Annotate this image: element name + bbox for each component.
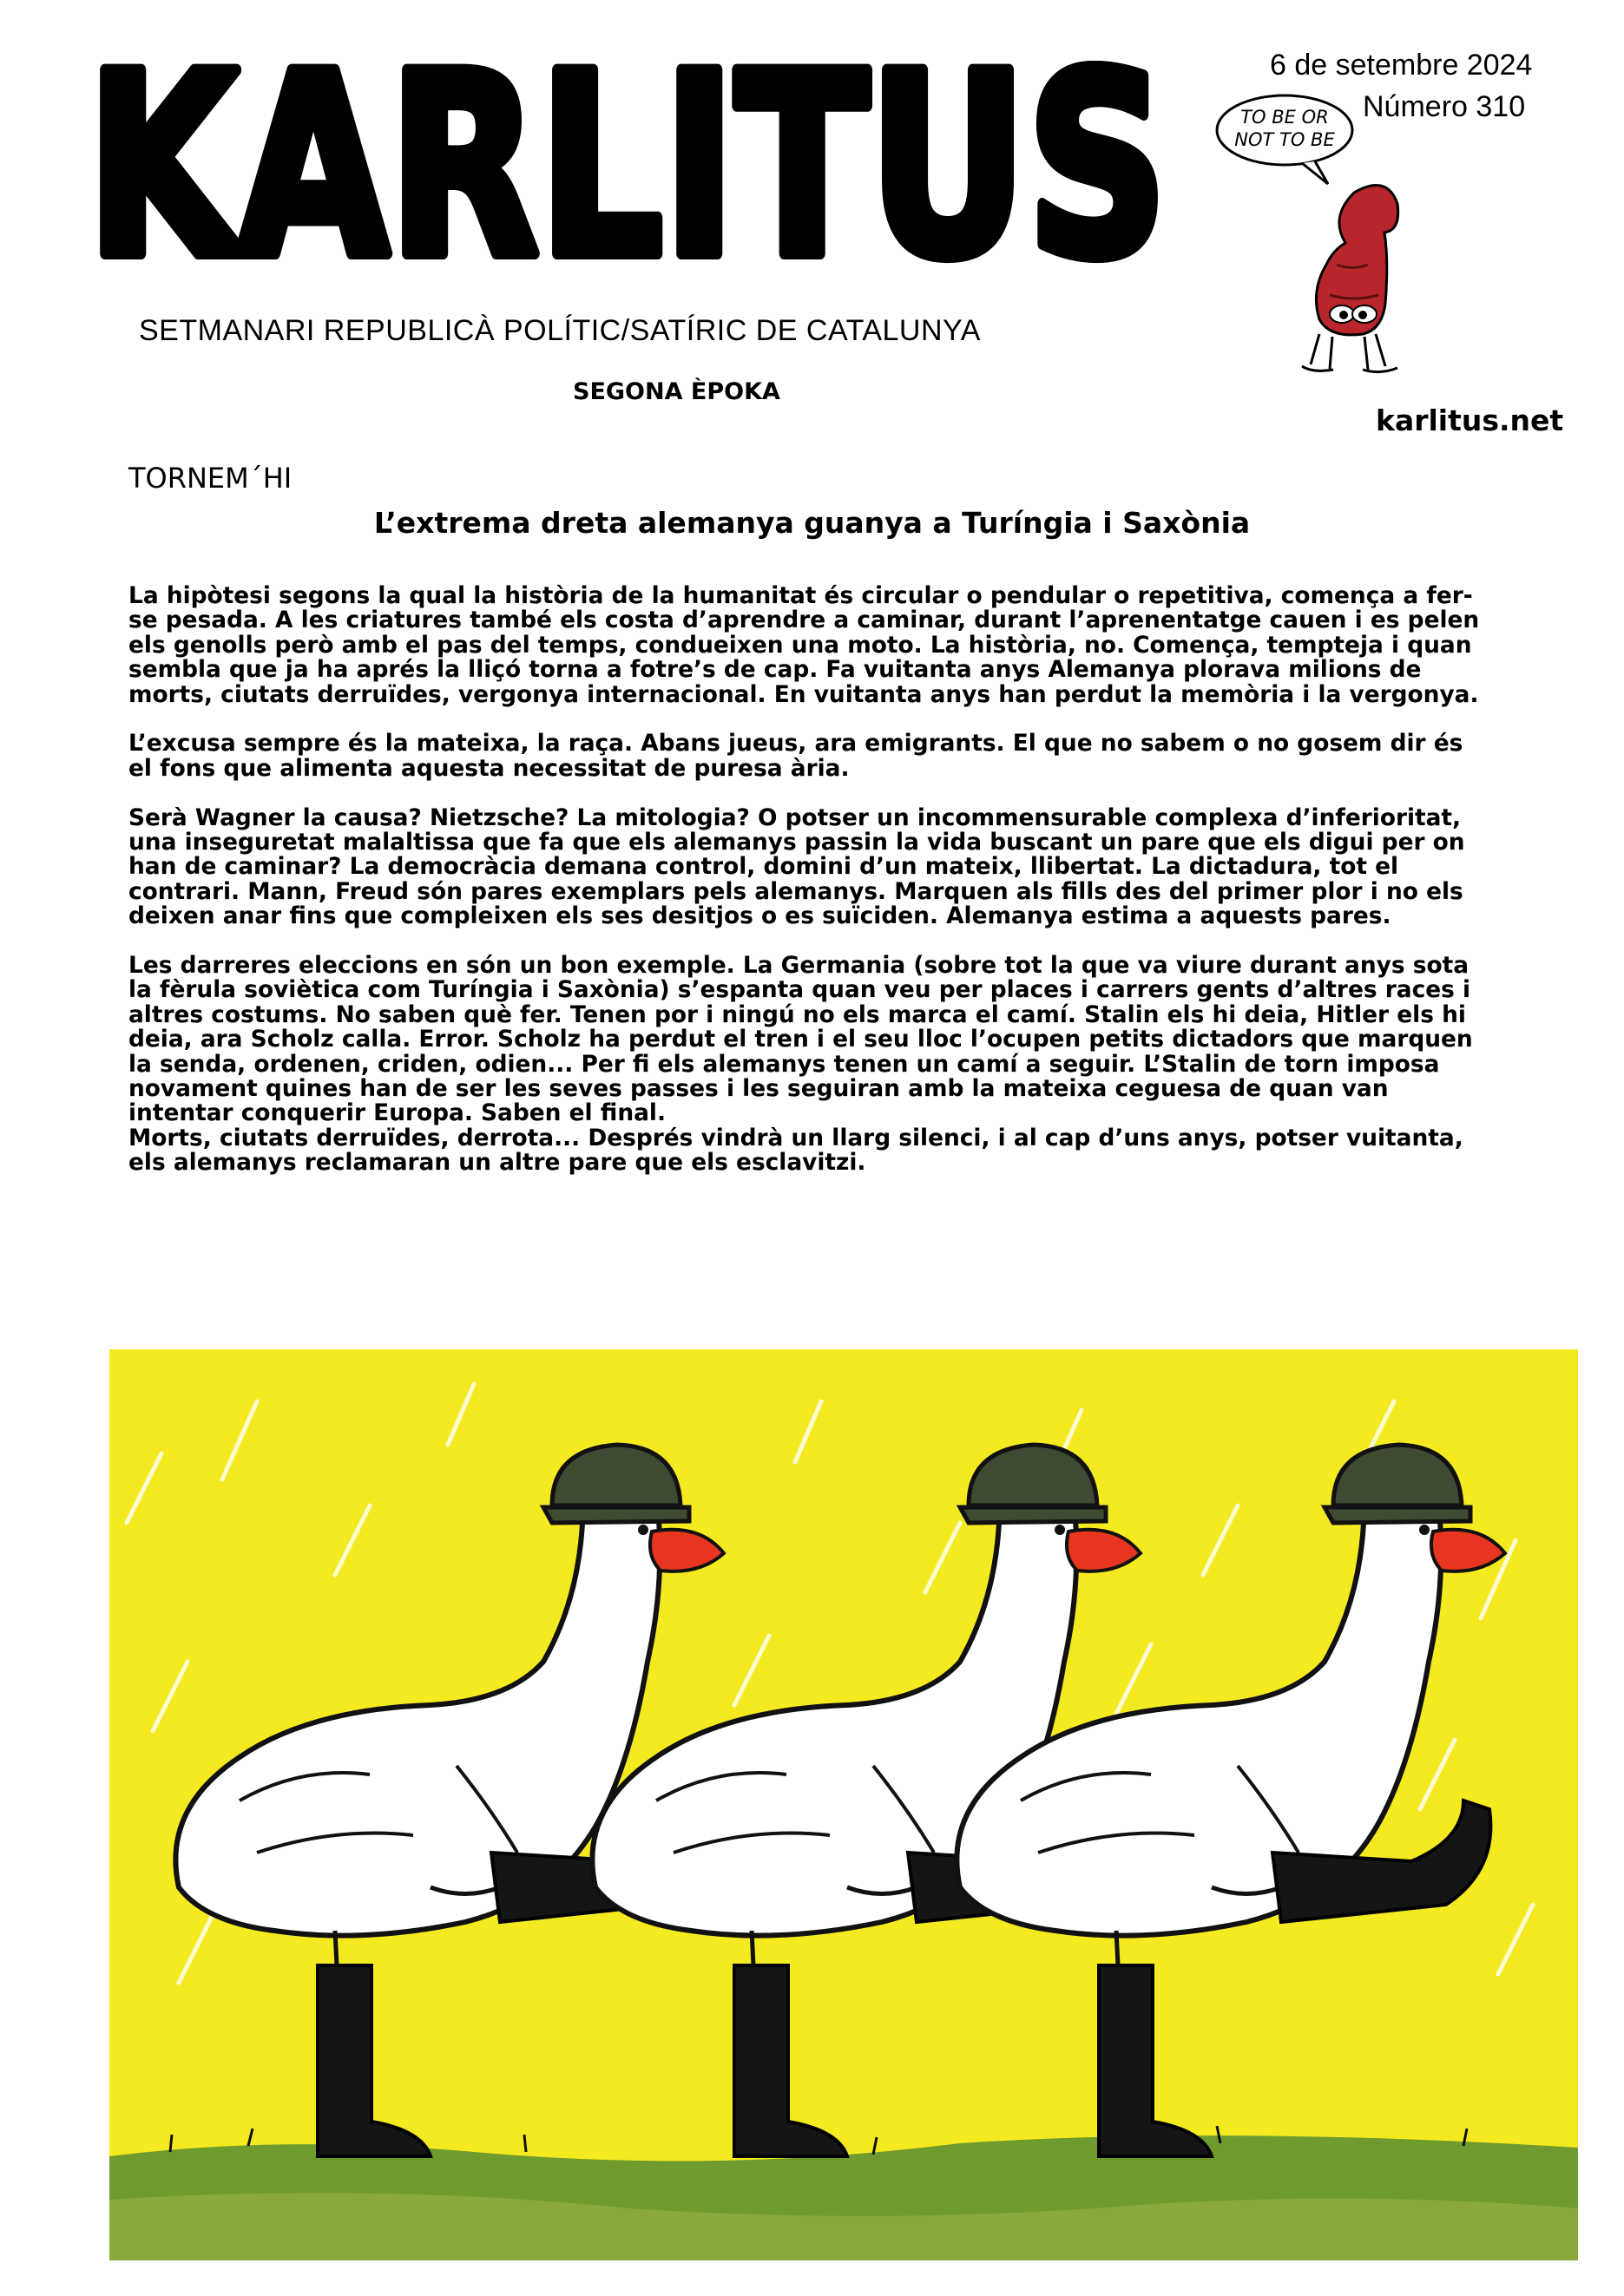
issue-date: 6 de setembre 2024 [1270,49,1533,82]
article-paragraph: Les darreres eleccions en són un bon exemple. La Germania (sobre tot la que va viure durant anys sota la fèrula soviètica com Turíngia i Saxònia) s’espanta quan veu per places i carrers gents d’altres races i altres costums. No saben què fer. Tenen por i ningú no els marca el camí. Stalin els hi deia, Hitler els hi deia, ara Scholz calla. Error. Scholz ha perdut el tren i el seu lloc l’ocupen petits dictadors que marquen la senda, ordenen, criden, odien... Per fi els alemanys tenen un camí a seguir. L’Stalin de torn imposa novament quines han de ser les seves passes i les seguiran amb la mateixa ceguesa de quan van intentar conquerir Europa. Saben el final. [128,952,1473,1127]
article-paragraph: Morts, ciutats derruïdes, derrota... Després vindrà un llarg silenci, i al cap d’uns anys, potser vuitanta, els alemanys reclamaran un altre pare que els esclavitzi. [128,1124,1463,1177]
masthead-subtitle: SETMANARI REPUBLICÀ POLÍTIC/SATÍRIC DE CATALUNYA [139,314,981,347]
website-link[interactable]: karlitus.net [1376,403,1564,437]
cartoon-illustration [109,1349,1578,2260]
mascot-illustration [1215,87,1406,390]
masthead-logo [87,61,1180,269]
article-paragraph: L’excusa sempre és la mateixa, la raça. Abans jueus, ara emigrants. El que no sabem o no gosem dir és el fons que alimenta aquesta necessitat de puresa ària. [128,730,1463,782]
issue-number: Número 310 [1363,90,1526,123]
article-headline: L’extrema dreta alemanya guanya a Turíngia i Saxònia [373,506,1251,540]
masthead-epoch: SEGONA ÈPOKA [573,378,780,405]
speech-bubble [1217,95,1352,184]
article-paragraph: La hipòtesi segons la qual la història de la humanitat és circular o pendular o repetitiva, comença a fer-se pesada. A les criatures també els costa d’aprendre a caminar, durant l’aprenentatge cauen i es pelen els genolls però amb el pas del temps, condueixen una moto. La història, no. Comença, tempteja i quan sembla que ja ha aprés la lliçó torna a fotre’s de cap. Fa vuitanta anys Alemanya plorava milions de morts, ciutats derruïdes, vergonya internacional. En vuitanta anys han perdut la memòria i la vergonya. [128,582,1480,708]
speech-line-2: NOT TO BE [1234,129,1335,150]
section-label: TORNEM´HI [128,462,293,495]
article-paragraph: Serà Wagner la causa? Nietzsche? La mitologia? O potser un incommensurable complexa d’inferioritat, una inseguretat malaltissa que fa que els alemanys passin la vida buscant un pare que els digui per on han de caminar? La democràcia demana control, domini d’un mateix, llibertat. La dictadura, tot el contrari. Mann, Freud són pares exemplars pels alemanys. Marquen als fills des del primer plor i no els deixen anar fins que compleixen els ses desitjos o es suïciden. Alemanya estima a aquests pares. [128,804,1465,930]
speech-line-1: TO BE OR [1240,107,1329,128]
article-body [128,584,1483,1200]
masthead-title: KARLITUS [87,61,1167,269]
hooded-figure-icon [1302,186,1398,372]
